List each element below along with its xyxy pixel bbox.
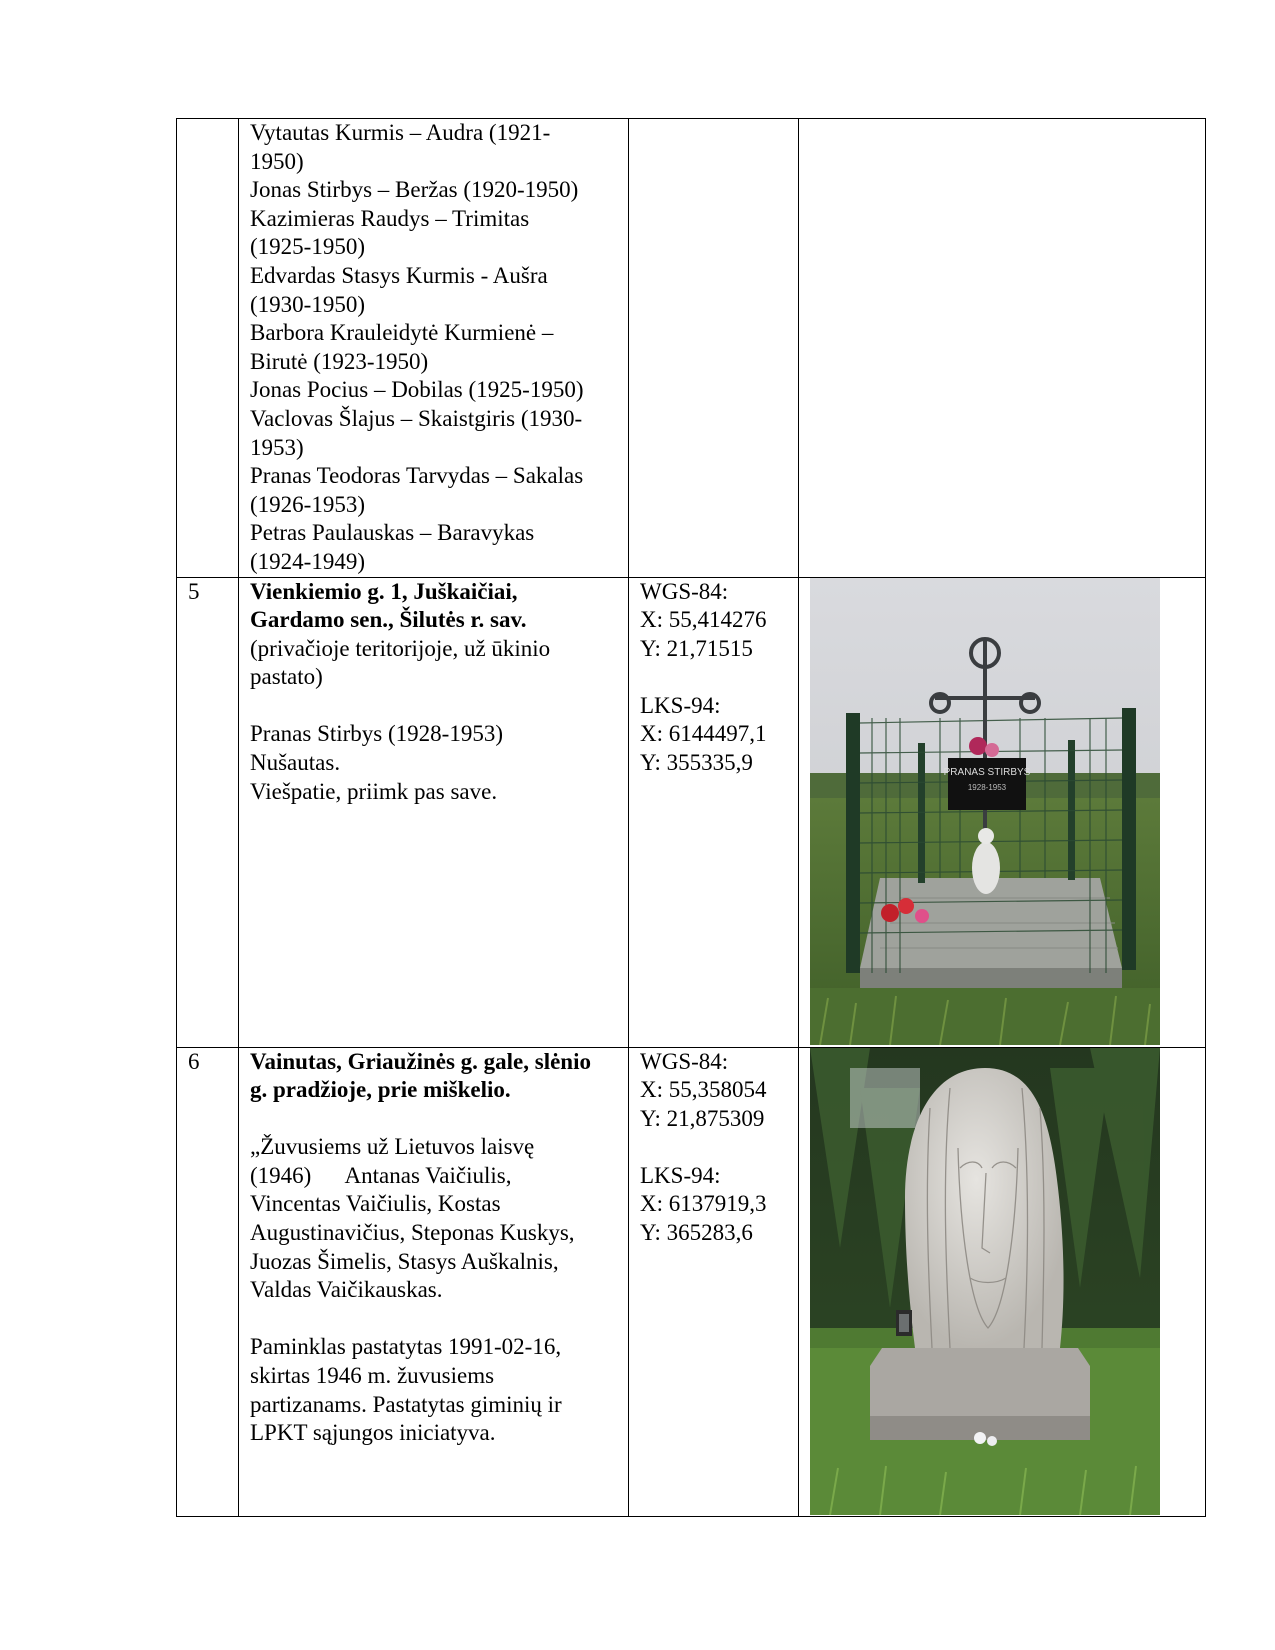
inscription-line: Augustinavičius, Steponas Kuskys,	[250, 1220, 575, 1246]
partisan-name: Edvardas Stasys Kurmis - Aušra	[250, 262, 548, 288]
address: g. pradžioje, prie miškelio.	[250, 1077, 511, 1103]
row-number: 6	[188, 1048, 200, 1074]
plaque-name: PRANAS STIRBYS	[943, 766, 1031, 778]
monument-note: skirtas 1946 m. žuvusiems	[250, 1363, 495, 1389]
inscription-line: Vincentas Vaičiulis, Kostas	[250, 1191, 501, 1217]
partisan-name: Vytautas Kurmis – Audra (1921-	[250, 120, 551, 145]
lks-label: LKS-94:	[640, 692, 721, 718]
partisan-name: Jonas Stirbys – Beržas (1920-1950)	[250, 177, 579, 203]
description-cell	[239, 1047, 629, 1516]
partisan-name: (1930-1950)	[250, 291, 365, 317]
partisan-name: Petras Paulauskas – Baravykas	[250, 520, 535, 546]
lks-x: X: 6137919,3	[640, 1191, 767, 1217]
lks-x: X: 6144497,1	[640, 721, 767, 747]
coordinates-cell	[629, 119, 799, 578]
plaque-dates: 1928-1953	[967, 782, 1007, 792]
wgs-y: Y: 21,875309	[640, 1105, 765, 1131]
description-cell	[239, 119, 629, 578]
partisan-name: Barbora Krauleidytė Kurmienė –	[250, 320, 554, 346]
address: Vienkiemio g. 1, Juškaičiai,	[250, 578, 518, 604]
wgs-x: X: 55,358054	[640, 1077, 767, 1103]
partisan-name: Birutė (1923-1950)	[250, 348, 429, 374]
row-number-cell	[177, 577, 239, 1047]
inscription-line: Valdas Vaičikauskas.	[250, 1277, 443, 1303]
partisan-name: Kazimieras Raudys – Trimitas	[250, 205, 530, 231]
table-row	[177, 577, 1206, 1047]
wgs-label: WGS-84:	[640, 1048, 729, 1074]
description-cell	[239, 577, 629, 1047]
partisan-name: (1924-1949)	[250, 548, 365, 574]
address: Vainutas, Griaužinės g. gale, slėnio	[250, 1048, 591, 1074]
photo-cell	[799, 119, 1206, 578]
row-number: 5	[188, 578, 200, 604]
stone-monument-photo	[810, 1048, 1160, 1515]
location-note: pastato)	[250, 664, 323, 690]
lks-y: Y: 365283,6	[640, 1220, 753, 1246]
lks-y: Y: 355335,9	[640, 750, 753, 776]
coordinates-cell	[629, 1047, 799, 1516]
row-number-cell	[177, 119, 239, 578]
wgs-y: Y: 21,71515	[640, 635, 753, 661]
partisan-name: Vaclovas Šlajus – Skaistgiris (1930-	[250, 405, 583, 431]
partisan-name: Jonas Pocius – Dobilas (1925-1950)	[250, 377, 584, 403]
inscription-line: (1946) Antanas Vaičiulis,	[250, 1162, 512, 1188]
monument-note: LPKT sąjungos iniciatyva.	[250, 1420, 496, 1446]
inscription-line: Nušautas.	[250, 750, 341, 776]
photo-cell	[799, 1047, 1206, 1516]
photo-cell	[799, 577, 1206, 1047]
monument-note: partizanams. Pastatytas giminių ir	[250, 1391, 562, 1417]
address: Gardamo sen., Šilutės r. sav.	[250, 607, 527, 633]
lks-label: LKS-94:	[640, 1162, 721, 1188]
inscription-line: Viešpatie, priimk pas save.	[250, 778, 498, 804]
inscription-line: Pranas Stirbys (1928-1953)	[250, 721, 503, 747]
location-note: (privačioje teritorijoje, už ūkinio	[250, 635, 551, 661]
coordinates-cell	[629, 577, 799, 1047]
table-row	[177, 119, 1206, 578]
inscription-line: Juozas Šimelis, Stasys Auškalnis,	[250, 1248, 559, 1274]
wgs-label: WGS-84:	[640, 578, 729, 604]
cross-memorial-photo	[810, 578, 1160, 1045]
wgs-x: X: 55,414276	[640, 607, 767, 633]
inscription-line: „Žuvusiems už Lietuvos laisvę	[250, 1134, 535, 1160]
monuments-table	[176, 118, 1206, 1517]
partisan-name: (1926-1953)	[250, 491, 365, 517]
monument-note: Paminklas pastatytas 1991-02-16,	[250, 1334, 562, 1360]
table-row	[177, 1047, 1206, 1516]
partisan-name: 1950)	[250, 148, 304, 174]
row-number-cell	[177, 1047, 239, 1516]
partisan-name: 1953)	[250, 434, 304, 460]
partisan-name: Pranas Teodoras Tarvydas – Sakalas	[250, 463, 584, 489]
partisan-name: (1925-1950)	[250, 234, 365, 260]
